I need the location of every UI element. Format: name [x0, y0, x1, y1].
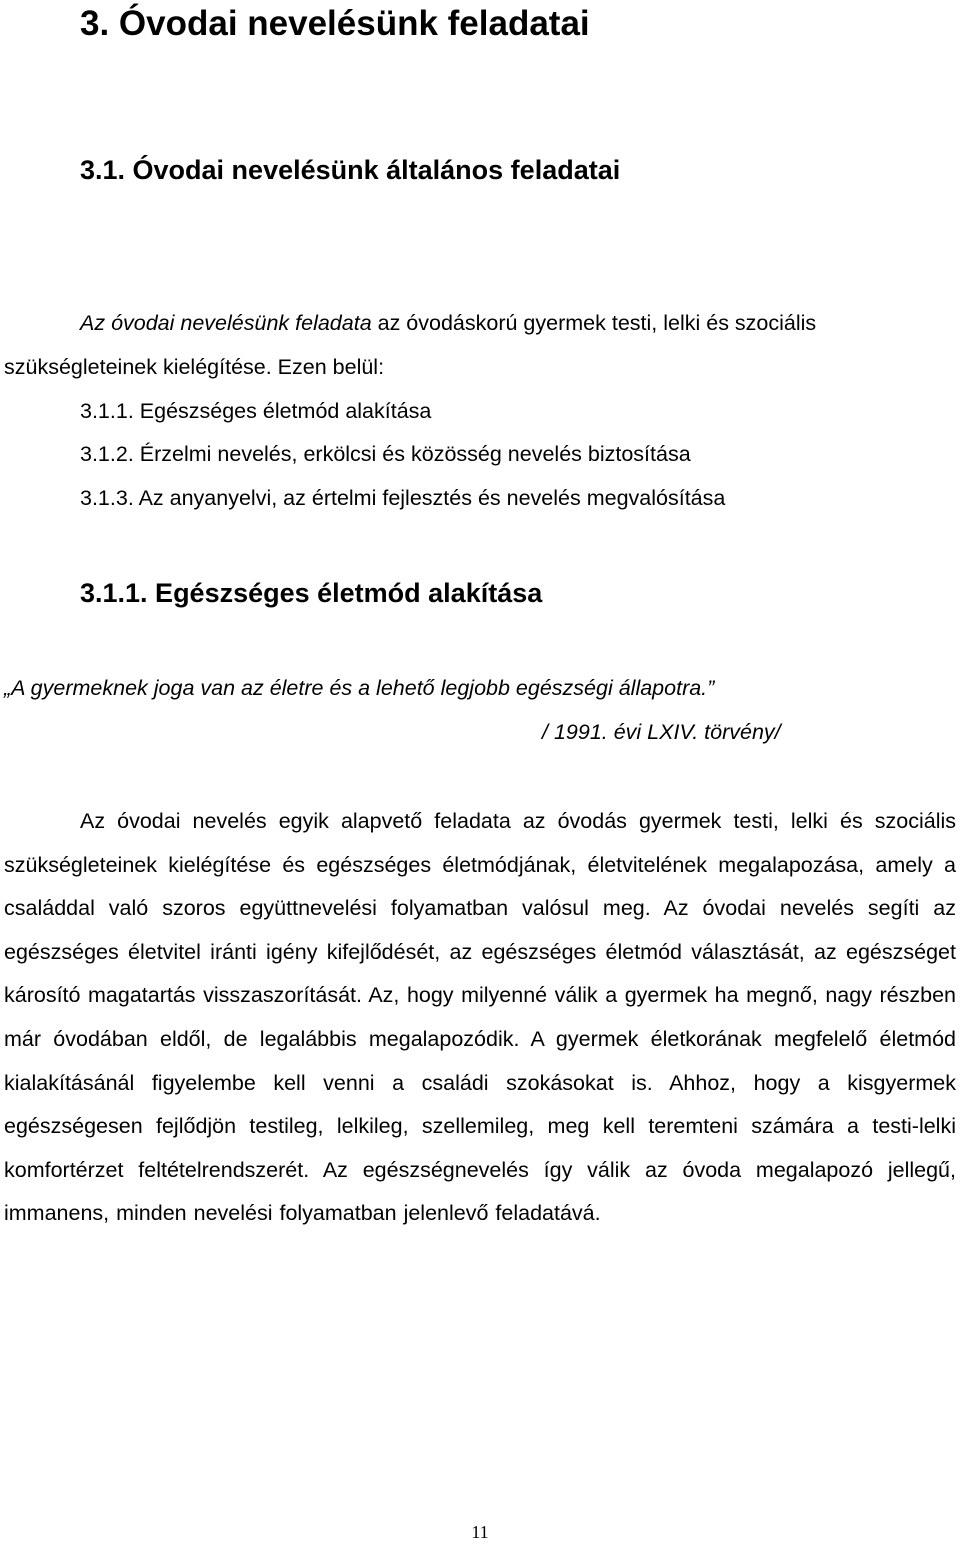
intro-line-2: szükségleteinek kielégítése. Ezen belül:: [4, 355, 385, 379]
chapter-heading: 3. Óvodai nevelésünk feladatai: [80, 4, 590, 43]
subsection-heading: 3.1.1. Egészséges életmód alakítása: [80, 578, 543, 608]
intro-rest: az óvodáskorú gyermek testi, lelki és szociális: [371, 311, 817, 335]
intro-italic: Az óvodai nevelésünk feladata: [80, 311, 372, 335]
body-paragraph: Az óvodai nevelés egyik alapvető feladata az óvodás gyermek testi, lelki és szociális szükségleteinek kielégítése és egészséges életmódjának, életvitelének megalapozása, amely a családdal való szoros együttnevelési folyamatban valósul meg. Az óvodai nevelés segíti az egészséges életvitel iránti igény kifejlődését, az egészséges életmód választását, az egészséget károsító magatartás visszaszorítását. Az, hogy milyenné válik a gyermek ha megnő, nagy részben már óvodában eldől, de legalábbis megalapozódik. A gyermek életkorának megfelelő életmód kialakításánál figyelembe kell venni a családi szokásokat is. Ahhoz, hogy a kisgyermek egészségesen fejlődjön testileg, lelkileg, szellemileg, meg kell teremteni számára a testi-lelki komfortérzet feltételrendszerét. Az egészségnevelés így válik az óvoda megalapozó jellegű, immanens, minden nevelési folyamatban jelenlevő feladatává.: [4, 809, 956, 1226]
list-item: 3.1.3. Az anyanyelvi, az értelmi fejlesztés és nevelés megvalósítása: [80, 486, 726, 510]
intro-line-1: [80, 309, 956, 337]
section-heading: 3.1. Óvodai nevelésünk általános feladatai: [80, 155, 621, 185]
list-item: 3.1.2. Érzelmi nevelés, erkölcsi és közösség nevelés biztosítása: [80, 442, 691, 466]
list-item: 3.1.1. Egészséges életmód alakítása: [80, 399, 432, 423]
quote-source: / 1991. évi LXIV. törvény/: [542, 720, 781, 744]
quote: „A gyermeknek joga van az életre és a lehető legjobb egészségi állapotra.”: [4, 676, 715, 700]
page-number: 11: [471, 1522, 489, 1542]
